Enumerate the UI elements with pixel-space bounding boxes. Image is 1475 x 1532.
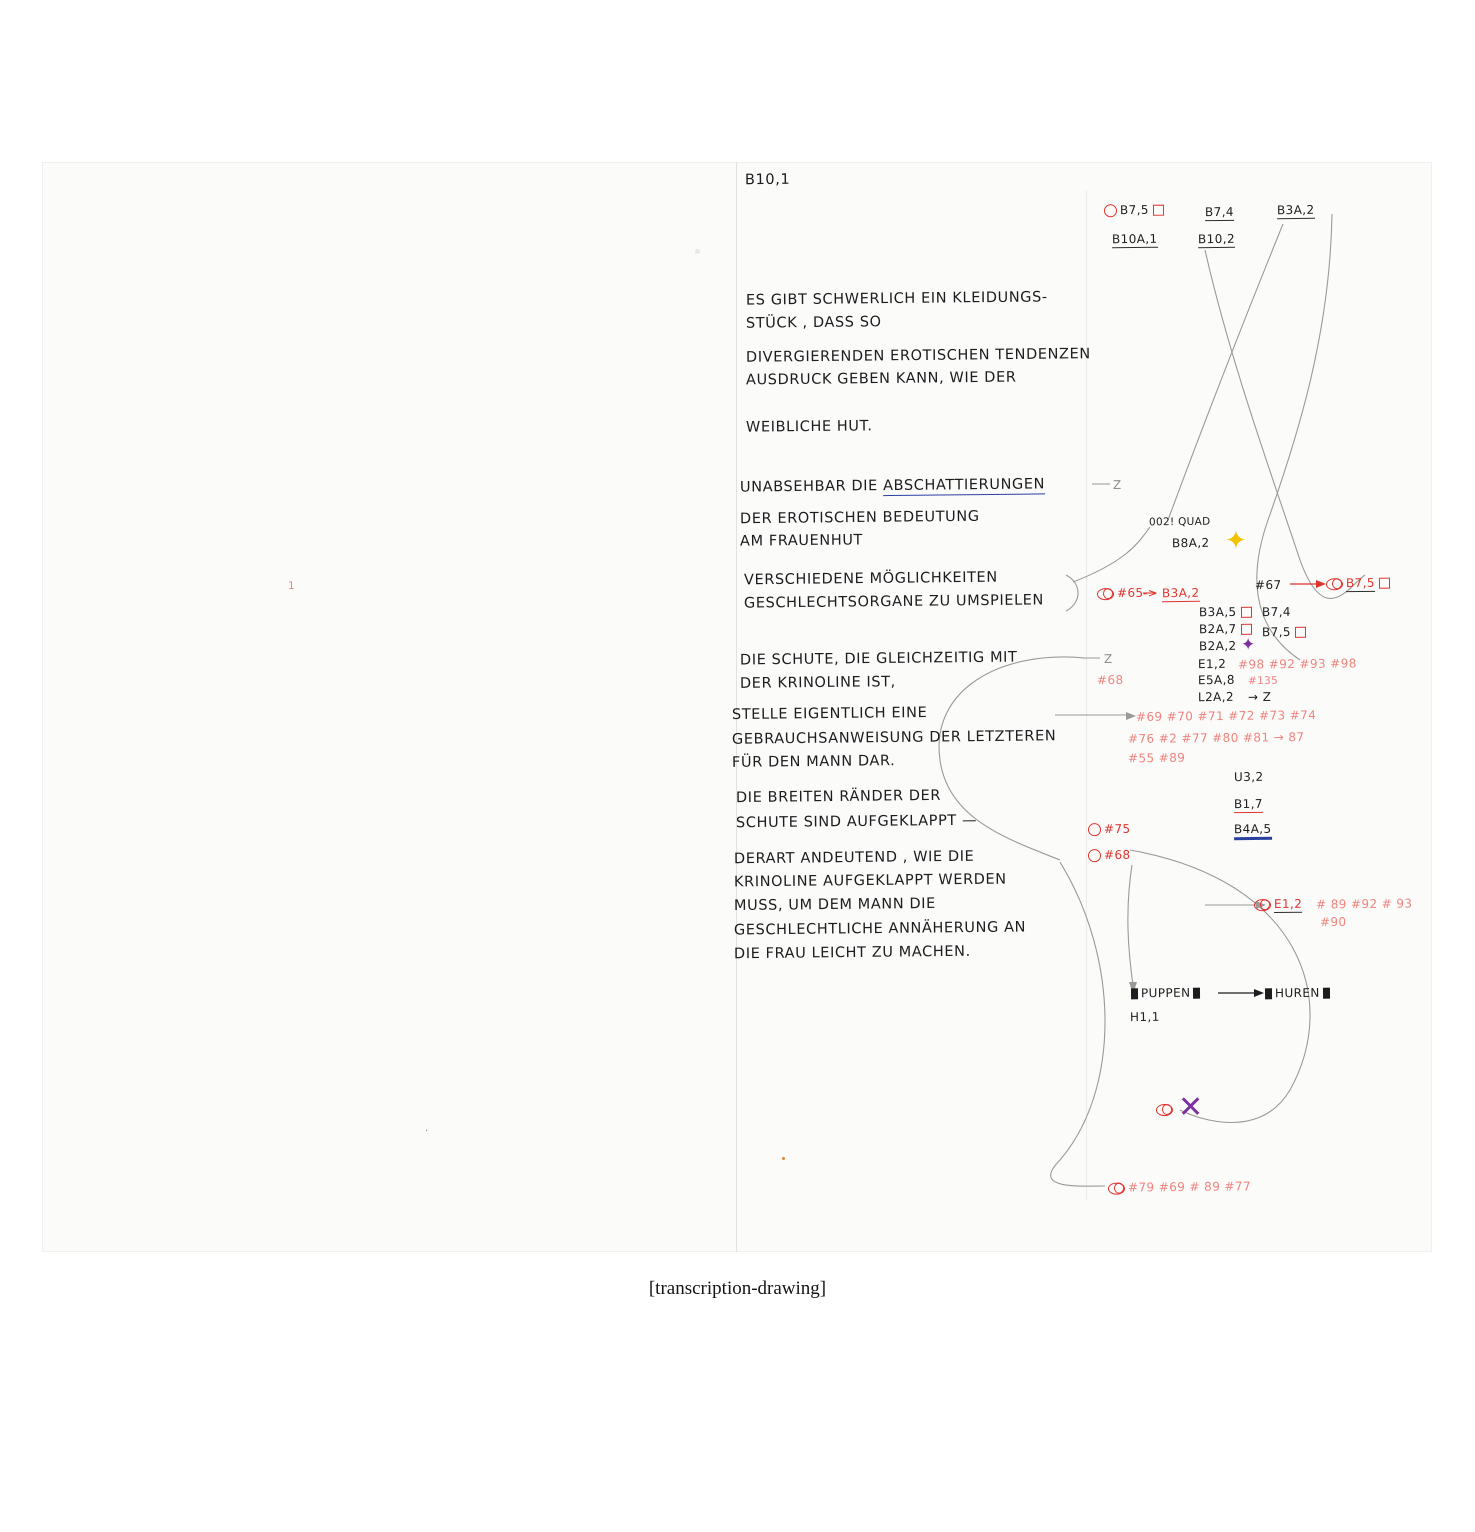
margin-ref-stack-item [1262, 625, 1306, 639]
black-block-icon [1323, 988, 1330, 999]
margin-column-rule [1086, 190, 1087, 1200]
text-line: FÜR DEN MANN DAR. [731, 753, 896, 771]
purple-marker-icon: ✦ [1241, 635, 1256, 654]
margin-e12-nums: # 89 #92 # 93 [1315, 896, 1413, 912]
red-square-icon [1295, 627, 1306, 638]
margin-ref: E1,2 [1273, 896, 1303, 912]
margin-ref-u32: U3,2 [1233, 769, 1264, 785]
margin-num-68 [1088, 848, 1131, 862]
black-block-icon [1131, 988, 1138, 999]
text-line: DER EROTISCHEN BEDEUTUNG [739, 508, 980, 528]
paper-speck [782, 1157, 785, 1160]
red-square-icon [1379, 578, 1390, 589]
red-double-circle-icon [1097, 588, 1114, 600]
text-line: DIE SCHUTE, DIE GLEICHZEITIG MIT [739, 649, 1018, 669]
margin-e-ref: E1,2 [1197, 656, 1227, 672]
margin-e-ref: E5A,8 [1197, 672, 1235, 688]
margin-num: #68 [1103, 847, 1131, 863]
text-line: MUSS, UM DEM MANN DIE [733, 895, 936, 915]
red-square-icon [1153, 205, 1164, 216]
star-icon: ✦ [1225, 525, 1247, 555]
red-circle-icon [1088, 823, 1101, 836]
margin-num: #79 #69 # 89 #77 [1127, 1179, 1252, 1195]
black-block-icon [1265, 988, 1272, 999]
paper-speck-2 [695, 249, 700, 254]
text-line: STÜCK , DASS SO [745, 314, 882, 332]
margin-num: #65 [1116, 585, 1144, 601]
text-line: VERSCHIEDENE MÖGLICHKEITEN [743, 569, 998, 589]
margin-ref: B7,5 [1345, 575, 1375, 591]
margin-ref-h11: H1,1 [1129, 1009, 1160, 1025]
red-double-circle-icon [1108, 1182, 1125, 1194]
margin-num-68-left: #68 [1096, 672, 1124, 688]
margin-num-row: #69 #70 #71 #72 #73 #74 [1135, 708, 1317, 724]
margin-ref: B7,5 [1119, 202, 1149, 218]
margin-z-mark-2: Z [1103, 651, 1113, 667]
page-header-ref: B10,1 [744, 171, 791, 189]
margin-num-75 [1088, 822, 1131, 836]
margin-ref-row-1 [1104, 203, 1164, 218]
margin-ref-b74: B7,4 [1204, 204, 1234, 220]
margin-ref: B2A,2 [1198, 638, 1237, 654]
red-double-circle-icon [1156, 1103, 1173, 1115]
margin-ref-stack-item: B7,4 [1261, 604, 1291, 620]
margin-ref-b3a2: B3A,2 [1276, 202, 1315, 218]
margin-quad-ref: B8A,2 [1171, 535, 1210, 551]
text-line: DIVERGIERENDEN EROTISCHEN TENDENZEN [745, 346, 1091, 366]
margin-ref: B2A,7 [1198, 621, 1237, 637]
margin-ref-b102: B10,2 [1197, 231, 1236, 247]
margin-label-huren [1262, 986, 1333, 1001]
text-line: GESCHLECHTSORGANE ZU UMSPIELEN [743, 592, 1045, 612]
margin-row-67-ref [1326, 576, 1390, 591]
margin-ref-b10a1: B10A,1 [1111, 231, 1158, 247]
margin-row-65-arrow: -> [1142, 585, 1159, 601]
label-text: HUREN [1274, 985, 1320, 1001]
margin-e12-nums-2: #90 [1319, 914, 1347, 930]
text-fragment: UNABSEHBAR DIE [739, 478, 884, 496]
text-line: GESCHLECHTLICHE ANNÄHERUNG AN [733, 919, 1027, 939]
margin-z-mark-1: Z [1112, 477, 1122, 493]
text-line: STELLE EIGENTLICH EINE [731, 704, 928, 724]
text-line: DER KRINOLINE IST, [739, 674, 896, 692]
margin-num: #75 [1103, 821, 1131, 837]
margin-ref-b17: B1,7 [1233, 796, 1263, 812]
red-square-icon [1240, 607, 1251, 618]
black-block-icon [1193, 988, 1200, 999]
text-line: AUSDRUCK GEBEN KANN, WIE DER [745, 369, 1017, 389]
margin-num-row: #55 #89 [1127, 750, 1186, 766]
margin-quad-label: 002! QUAD [1148, 515, 1211, 529]
text-line: DIE BREITEN RÄNDER DER [735, 787, 942, 807]
margin-row-65-ref: B3A,2 [1161, 585, 1200, 601]
margin-label-puppen [1128, 986, 1204, 1001]
red-double-circle-icon [1254, 899, 1271, 911]
label-text: PUPPEN [1140, 985, 1191, 1001]
margin-e12-row [1254, 897, 1302, 912]
margin-e-arrow: → Z [1247, 689, 1272, 705]
text-line [740, 476, 1045, 495]
red-double-circle-marker [1156, 1102, 1176, 1116]
text-line: ES GIBT SCHWERLICH EIN KLEIDUNGS- [745, 289, 1048, 309]
margin-ref-stack-item [1199, 639, 1237, 653]
margin-e-nums: #98 #92 #93 #98 [1237, 656, 1357, 672]
margin-ref-stack-item [1199, 605, 1252, 620]
text-line: GEBRAUCHSANWEISUNG DER LETZTEREN [731, 728, 1057, 748]
left-page-faint-mark-1: 1 [287, 579, 296, 593]
margin-num-67: #67 [1254, 577, 1282, 593]
text-line: SCHUTE SIND AUFGEKLAPPT — [735, 812, 978, 832]
red-circle-icon [1104, 204, 1117, 217]
underlined-fragment: ABSCHATTIERUNGEN [883, 476, 1046, 495]
caption: [transcription-drawing] [648, 1278, 827, 1299]
margin-ref: B7,5 [1261, 624, 1291, 640]
margin-ref-b4a5: B4A,5 [1234, 822, 1272, 840]
margin-num-row: #76 #2 #77 #80 #81 → 87 [1127, 730, 1305, 746]
margin-ref: B3A,5 [1198, 604, 1237, 620]
left-page-faint-mark-2: . [424, 1121, 429, 1135]
margin-bottom-row [1108, 1179, 1251, 1194]
text-line: KRINOLINE AUFGEKLAPPT WERDEN [733, 871, 1007, 891]
text-line: DIE FRAU LEICHT ZU MACHEN. [733, 943, 971, 963]
red-double-circle-icon [1326, 578, 1343, 590]
red-square-icon [1240, 624, 1251, 635]
margin-e-ref: L2A,2 [1197, 689, 1235, 705]
text-line: AM FRAUENHUT [739, 532, 864, 550]
margin-e-nums: #135 [1247, 674, 1279, 688]
text-line: WEIBLICHE HUT. [745, 418, 873, 436]
text-line: DERART ANDEUTEND , WIE DIE [733, 848, 975, 868]
margin-row-65 [1097, 586, 1144, 600]
red-circle-icon [1088, 849, 1101, 862]
x-mark-icon: ✕ [1178, 1090, 1204, 1125]
